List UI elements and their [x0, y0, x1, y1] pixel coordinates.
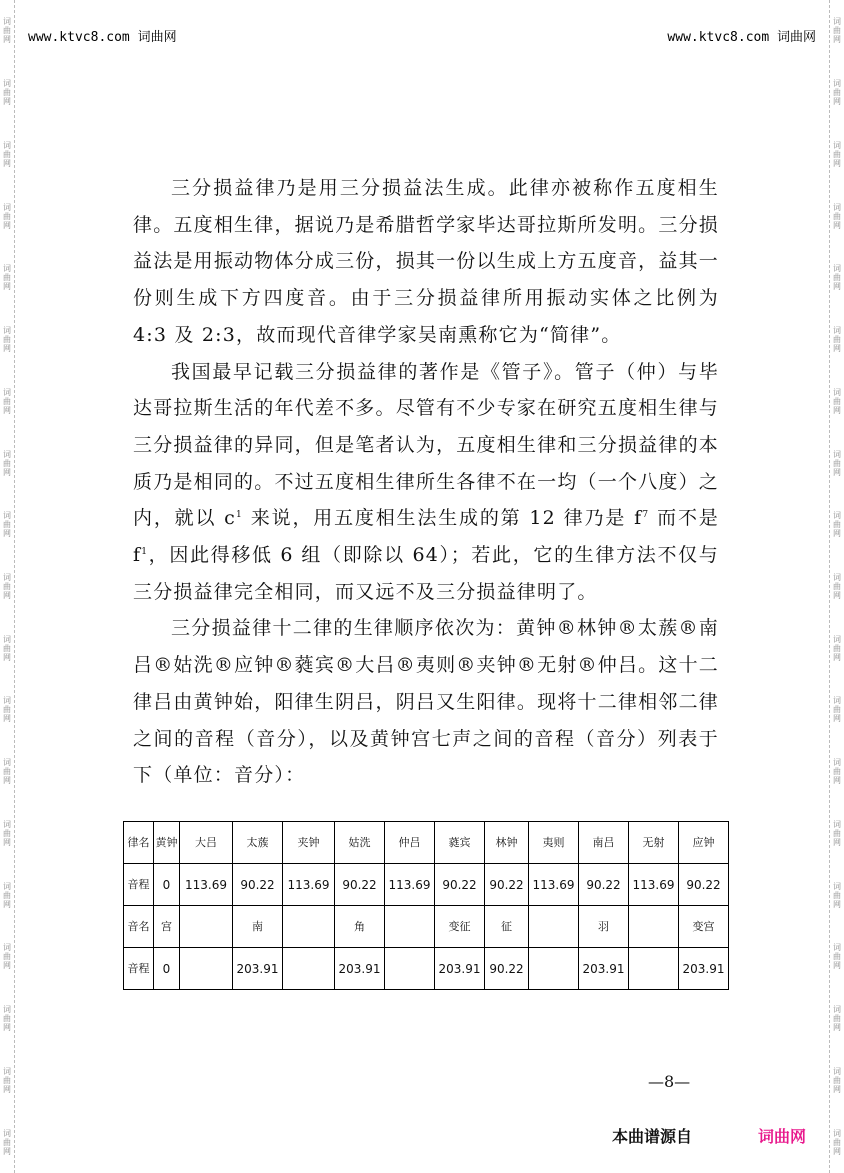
table-cell: 203.91 [579, 948, 629, 990]
watermark-text: 词曲网 [832, 943, 842, 971]
table-cell: 大吕 [180, 822, 233, 864]
table-cell: 90.22 [435, 864, 485, 906]
table-cell [385, 906, 435, 948]
table-cell: 征 [485, 906, 529, 948]
interval-table [123, 821, 729, 990]
watermark-text: 词曲网 [2, 202, 12, 230]
watermark-text: 词曲网 [2, 17, 12, 45]
table-cell: 203.91 [679, 948, 729, 990]
table-row [124, 948, 729, 990]
watermark-text: 词曲网 [832, 881, 842, 909]
watermark-text: 词曲网 [2, 79, 12, 107]
table-cell: 113.69 [529, 864, 579, 906]
table-cell: 0 [154, 948, 180, 990]
table-cell: 变征 [435, 906, 485, 948]
table-cell: 仲吕 [385, 822, 435, 864]
table-row [124, 822, 729, 864]
table-cell: 羽 [579, 906, 629, 948]
watermark-text: 词曲网 [2, 881, 12, 909]
paragraph-1: 三分损益律乃是用三分损益法生成。此律亦被称作五度相生律。五度相生律，据说乃是希腊哲学家毕达哥拉斯所发明。三分损益法是用振动物体分成三份，损其一份以生成上方五度音，益其一份则生成下方四度音。由于三分损益律所用振动实体之比例为 4:3 及 2:3，故而现代音律学家吴南熏称它为“简律”。 [133, 177, 719, 346]
table-cell: 90.22 [485, 948, 529, 990]
watermark-text: 词曲网 [832, 17, 842, 45]
table-cell [529, 906, 579, 948]
table-cell: 90.22 [579, 864, 629, 906]
watermark-text: 词曲网 [832, 79, 842, 107]
watermark-text: 词曲网 [832, 1005, 842, 1033]
table-cell: 90.22 [335, 864, 385, 906]
article-body [133, 170, 719, 794]
left-watermark-strip [0, 0, 15, 1173]
watermark-text: 词曲网 [832, 758, 842, 786]
table-cell [629, 948, 679, 990]
table-cell: 蕤宾 [435, 822, 485, 864]
table-cell [385, 948, 435, 990]
header-site-left[interactable]: www.ktvc8.com 词曲网 [28, 30, 177, 45]
watermark-text: 词曲网 [2, 696, 12, 724]
row-header-cell: 音名 [124, 906, 154, 948]
table-cell: 南 [233, 906, 283, 948]
table-row [124, 906, 729, 948]
table-cell: 太蔟 [233, 822, 283, 864]
table-cell: 113.69 [180, 864, 233, 906]
table-cell: 应钟 [679, 822, 729, 864]
watermark-text: 词曲网 [2, 572, 12, 600]
watermark-text: 词曲网 [2, 1005, 12, 1033]
footer-site-link[interactable]: 词曲网 [758, 1127, 807, 1146]
table-cell: 南吕 [579, 822, 629, 864]
watermark-text: 词曲网 [2, 634, 12, 662]
table-cell: 90.22 [485, 864, 529, 906]
table-cell: 变宫 [679, 906, 729, 948]
watermark-text: 词曲网 [2, 511, 12, 539]
row-header-cell: 音程 [124, 864, 154, 906]
watermark-text: 词曲网 [832, 387, 842, 415]
right-watermark-strip [829, 0, 844, 1173]
watermark-text: 词曲网 [2, 819, 12, 847]
watermark-text: 词曲网 [2, 1128, 12, 1156]
watermark-text: 词曲网 [832, 634, 842, 662]
watermark-text: 词曲网 [832, 511, 842, 539]
table-cell: 0 [154, 864, 180, 906]
table-cell: 90.22 [679, 864, 729, 906]
table-cell: 林钟 [485, 822, 529, 864]
watermark-text: 词曲网 [832, 326, 842, 354]
table-cell: 203.91 [233, 948, 283, 990]
watermark-text: 词曲网 [2, 1066, 12, 1094]
table-cell: 113.69 [385, 864, 435, 906]
table-cell: 宫 [154, 906, 180, 948]
watermark-text: 词曲网 [2, 140, 12, 168]
watermark-text: 词曲网 [2, 264, 12, 292]
watermark-text: 词曲网 [832, 696, 842, 724]
table-cell: 113.69 [283, 864, 335, 906]
footer-source-label: 本曲谱源自 [612, 1127, 693, 1146]
row-header-cell: 音程 [124, 948, 154, 990]
table-cell: 夷则 [529, 822, 579, 864]
table-cell: 角 [335, 906, 385, 948]
table-cell: 203.91 [335, 948, 385, 990]
watermark-text: 词曲网 [832, 572, 842, 600]
table-cell [180, 906, 233, 948]
paragraph-3: 三分损益律十二律的生律顺序依次为：黄钟®林钟®太蔟®南吕®姑洗®应钟®蕤宾®大吕®夷则®夹钟®无射®仲吕。这十二律吕由黄钟始，阳律生阴吕，阴吕又生阳律。现将十二律相邻二律之间的音程（音分），以及黄钟宫七声之间的音程（音分）列表于下（单位：音分）： [133, 617, 719, 787]
table-cell [283, 906, 335, 948]
table-cell: 黄钟 [154, 822, 180, 864]
table-cell [180, 948, 233, 990]
watermark-text: 词曲网 [2, 758, 12, 786]
header-site-right[interactable]: www.ktvc8.com 词曲网 [667, 30, 816, 45]
watermark-text: 词曲网 [832, 1128, 842, 1156]
table-cell: 姑洗 [335, 822, 385, 864]
paragraph-2: 我国最早记载三分损益律的著作是《管子》。管子（仲）与毕达哥拉斯生活的年代差不多。尽管有不少专家在研究五度相生律与三分损益律的异同，但是笔者认为，五度相生律和三分损益律的本质乃是相同的。不过五度相生律所生各律不在一均（一个八度）之内，就以 $c^1$ 来说，用五度相生法生成的第 12 律乃是 $f^7$ 而不是 $f^1$，因此得移低 6 组（即除以 64）；若此，它的生律方法不仅与三分损益律完全相同，而又远不及三分损益律明了。 [133, 360, 720, 603]
watermark-text: 词曲网 [832, 1066, 842, 1094]
table-cell [629, 906, 679, 948]
table-cell [529, 948, 579, 990]
table-cell: 无射 [629, 822, 679, 864]
watermark-text: 词曲网 [832, 202, 842, 230]
table-cell: 90.22 [233, 864, 283, 906]
table-cell: 夹钟 [283, 822, 335, 864]
watermark-text: 词曲网 [2, 387, 12, 415]
watermark-text: 词曲网 [832, 449, 842, 477]
table-cell [283, 948, 335, 990]
watermark-text: 词曲网 [832, 819, 842, 847]
watermark-text: 词曲网 [832, 264, 842, 292]
watermark-text: 词曲网 [2, 449, 12, 477]
table-cell: 113.69 [629, 864, 679, 906]
row-header-cell: 律名 [124, 822, 154, 864]
table-cell: 203.91 [435, 948, 485, 990]
watermark-text: 词曲网 [832, 140, 842, 168]
page-number: —8— [648, 1072, 691, 1091]
table-row [124, 864, 729, 906]
watermark-text: 词曲网 [2, 326, 12, 354]
watermark-text: 词曲网 [2, 943, 12, 971]
